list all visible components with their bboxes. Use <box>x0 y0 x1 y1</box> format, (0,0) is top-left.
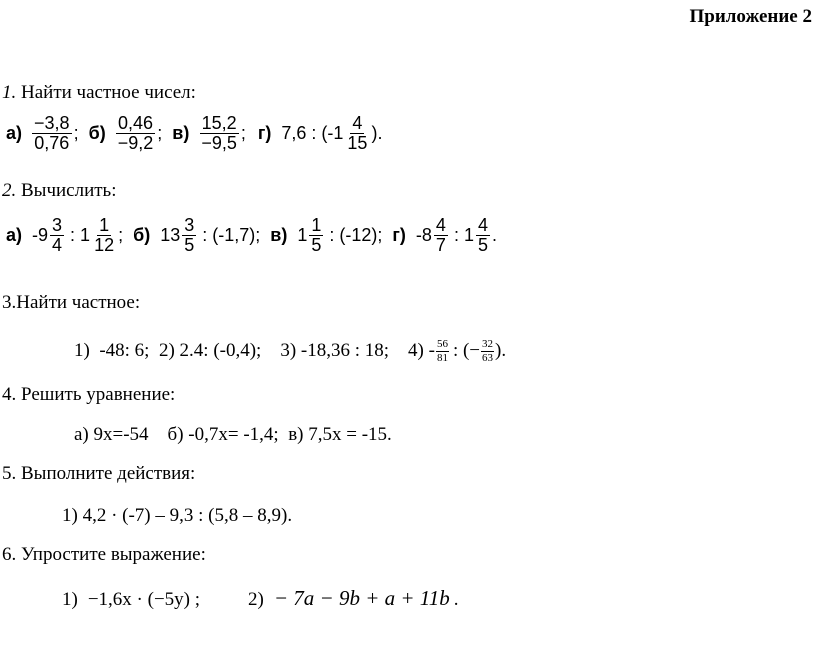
task1-b-sep: ; <box>157 122 163 143</box>
task1-v-denominator: −9,5 <box>201 132 237 153</box>
task1-text: Найти частное чисел: <box>16 82 196 103</box>
task3-fraction1 <box>436 338 449 363</box>
task6-heading: 6. Упростите выражение: <box>2 544 206 565</box>
task2-g-fraction2 <box>476 216 490 255</box>
task2-g-numerator2: 4 <box>477 214 488 235</box>
task6-p2-expression: − 7a − 9b + a + 11b <box>273 586 450 610</box>
appendix-heading: Приложение 2 <box>689 6 812 27</box>
task1-a-denominator: 0,76 <box>34 132 70 153</box>
task2-a-fraction <box>50 216 64 255</box>
task2-b-whole: 13 <box>160 224 181 245</box>
task1-b-fraction <box>116 114 156 153</box>
task1-a-sep: ; <box>73 122 79 143</box>
task1-g-fraction <box>345 114 369 153</box>
task1-a-fraction <box>32 114 72 153</box>
task2-b-post: : (-1,7); <box>202 224 261 245</box>
task2-v-post: : (-12); <box>329 224 383 245</box>
task2-v-denominator: 5 <box>311 234 322 255</box>
task4-heading: 4. Решить уравнение: <box>2 384 176 405</box>
task2-g-post: . <box>491 224 497 245</box>
task2-g-denominator: 7 <box>435 234 446 255</box>
task1-g-pre: 7,6 : (-1 <box>281 122 344 143</box>
task1-g-numerator: 4 <box>352 112 363 133</box>
task2-a-denominator2: 12 <box>94 234 115 255</box>
task1-v-numerator: 15,2 <box>201 112 237 133</box>
task2-b-denominator: 5 <box>184 234 195 255</box>
task3-line <box>74 333 506 369</box>
task2-heading <box>2 180 117 202</box>
task2-b-label: б) <box>133 224 151 245</box>
task1-a-numerator: −3,8 <box>34 112 70 133</box>
task1-formulas <box>6 108 382 158</box>
task3-f1-numerator: 56 <box>436 338 448 351</box>
task3-line-post: ). <box>495 340 507 361</box>
task2-a-label: а) <box>6 224 23 245</box>
task2-v-label: в) <box>270 224 288 245</box>
task2-g-fraction <box>434 216 448 255</box>
task6-line <box>62 586 458 611</box>
task2-g-whole: -8 <box>415 224 432 245</box>
task2-g-mid: : 1 <box>453 224 474 245</box>
task1-g-post: ). <box>371 122 383 143</box>
task1-v-fraction <box>199 114 239 153</box>
task2-g-denominator2: 5 <box>477 234 488 255</box>
task2-v-fraction <box>309 216 323 255</box>
task2-b-numerator: 3 <box>184 214 195 235</box>
task2-text: Вычислить: <box>16 180 117 201</box>
task2-a-whole: -9 <box>32 224 49 245</box>
task4-line: а) 9х=-54 б) -0,7х= -1,4; в) 7,5х = -15. <box>74 424 392 445</box>
task2-g-numerator: 4 <box>435 214 446 235</box>
task2-a-denominator: 4 <box>52 234 63 255</box>
task1-number: 1. <box>2 82 17 103</box>
task3-line-pre: 1) -48: 6; 2) 2.4: (-0,4); 3) -18,36 : 18; 4) - <box>74 340 435 361</box>
task1-heading <box>2 82 196 104</box>
task1-v-sep: ; <box>240 122 246 143</box>
task5-line: 1) 4,2 · (-7) – 9,3 : (5,8 – 8,9). <box>62 505 293 526</box>
task3-f2-numerator: 32 <box>482 338 494 351</box>
task2-v-whole: 1 <box>297 224 308 245</box>
task3-f2-denominator: 63 <box>482 351 494 364</box>
task1-g-denominator: 15 <box>347 132 368 153</box>
task2-v-numerator: 1 <box>311 214 322 235</box>
task2-a-fraction2 <box>92 216 116 255</box>
task3-heading: 3.Найти частное: <box>2 292 141 313</box>
task5-heading: 5. Выполните действия: <box>2 463 196 484</box>
task1-b-label: б) <box>88 122 106 143</box>
task2-a-numerator: 3 <box>52 214 63 235</box>
task6-p2-post: . <box>453 589 459 610</box>
task6-p1-label: 1) <box>62 589 78 610</box>
task3-f1-denominator: 81 <box>436 351 448 364</box>
task2-a-mid: : 1 <box>70 224 91 245</box>
task2-number: 2. <box>2 180 17 201</box>
task1-a-label: а) <box>6 122 23 143</box>
task2-a-numerator2: 1 <box>99 214 110 235</box>
task6-p1-expression: −1,6x · (−5y) ; <box>87 589 201 610</box>
task2-a-sep: ; <box>118 224 124 245</box>
task1-b-numerator: 0,46 <box>117 112 153 133</box>
task2-b-fraction <box>182 216 196 255</box>
task3-line-mid: : (− <box>452 340 481 361</box>
task3-fraction2 <box>481 338 494 363</box>
task1-b-denominator: −9,2 <box>117 132 154 153</box>
task1-v-label: в) <box>172 122 190 143</box>
task1-g-label: г) <box>257 122 272 143</box>
task6-p2-label: 2) <box>248 589 264 610</box>
task2-g-label: г) <box>392 224 406 245</box>
task2-formulas <box>6 210 497 260</box>
